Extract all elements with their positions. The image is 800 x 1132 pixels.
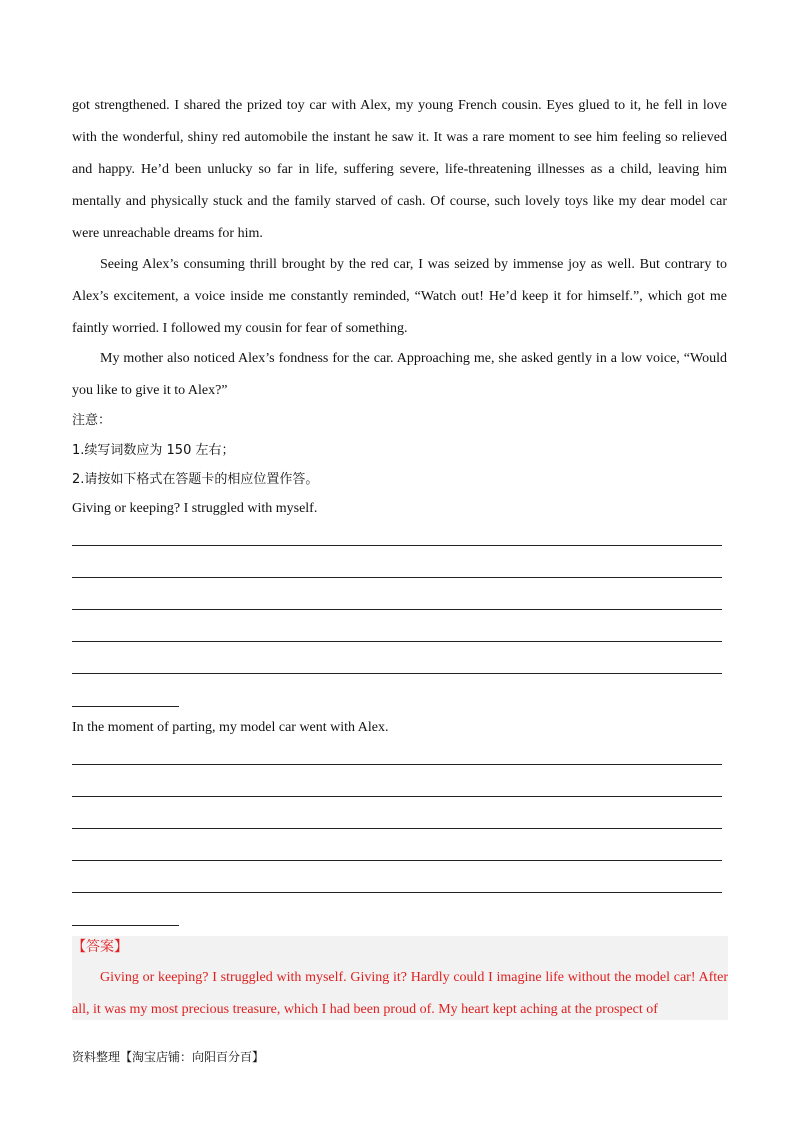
prompt-second: In the moment of parting, my model car went with Alex. [72, 720, 389, 735]
footer-source: 资料整理【淘宝店铺：向阳百分百】 [72, 1050, 265, 1064]
writing-line [72, 860, 722, 861]
writing-line [72, 796, 722, 797]
writing-line [72, 892, 722, 893]
writing-line [72, 764, 722, 765]
answer-label: 【答案】 [72, 939, 128, 955]
passage-paragraph-3: My mother also noticed Alex’s fondness for the car. Approaching me, she asked gently in a low voice, “Would you like to give it to Alex?” [72, 351, 727, 398]
writing-line [72, 577, 722, 578]
writing-line [72, 545, 722, 546]
notes-item-1: 1.续写词数应为 150 左右； [72, 443, 235, 458]
writing-line [72, 673, 722, 674]
prompt-first: Giving or keeping? I struggled with myself. [72, 501, 318, 516]
passage-paragraph-1: got strengthened. I shared the prized toy car with Alex, my young French cousin. Eyes glued to it, he fell in love with the wonderful, shiny red automobile the instant he saw it. It was a rare moment to see him feeling so relieved and happy. He’d been unlucky so far in life, suffering severe, life-threatening illnesses as a child, leaving him mentally and physically stuck and the family starved of cash. Of course, such lovely toys like my dear model car were unreachable dreams for him. [72, 98, 727, 241]
writing-line [72, 641, 722, 642]
notes-item-2: 2.请按如下格式在答题卡的相应位置作答。 [72, 472, 319, 487]
writing-line-short [72, 925, 179, 926]
answer-section [72, 936, 728, 1020]
notes-heading: 注意： [72, 413, 112, 428]
writing-line-short [72, 706, 179, 707]
answer-text: Giving or keeping? I struggled with myself. Giving it? Hardly could I imagine life without the model car! After all, it was my most precious treasure, which I had been proud of. My heart kept aching at the prospect of [72, 970, 728, 1017]
passage-paragraph-2: Seeing Alex’s consuming thrill brought by the red car, I was seized by immense joy as well. But contrary to Alex’s excitement, a voice inside me constantly reminded, “Watch out! He’d keep it for himself.”, which got me faintly worried. I followed my cousin for fear of something. [72, 257, 727, 336]
writing-line [72, 828, 722, 829]
writing-line [72, 609, 722, 610]
